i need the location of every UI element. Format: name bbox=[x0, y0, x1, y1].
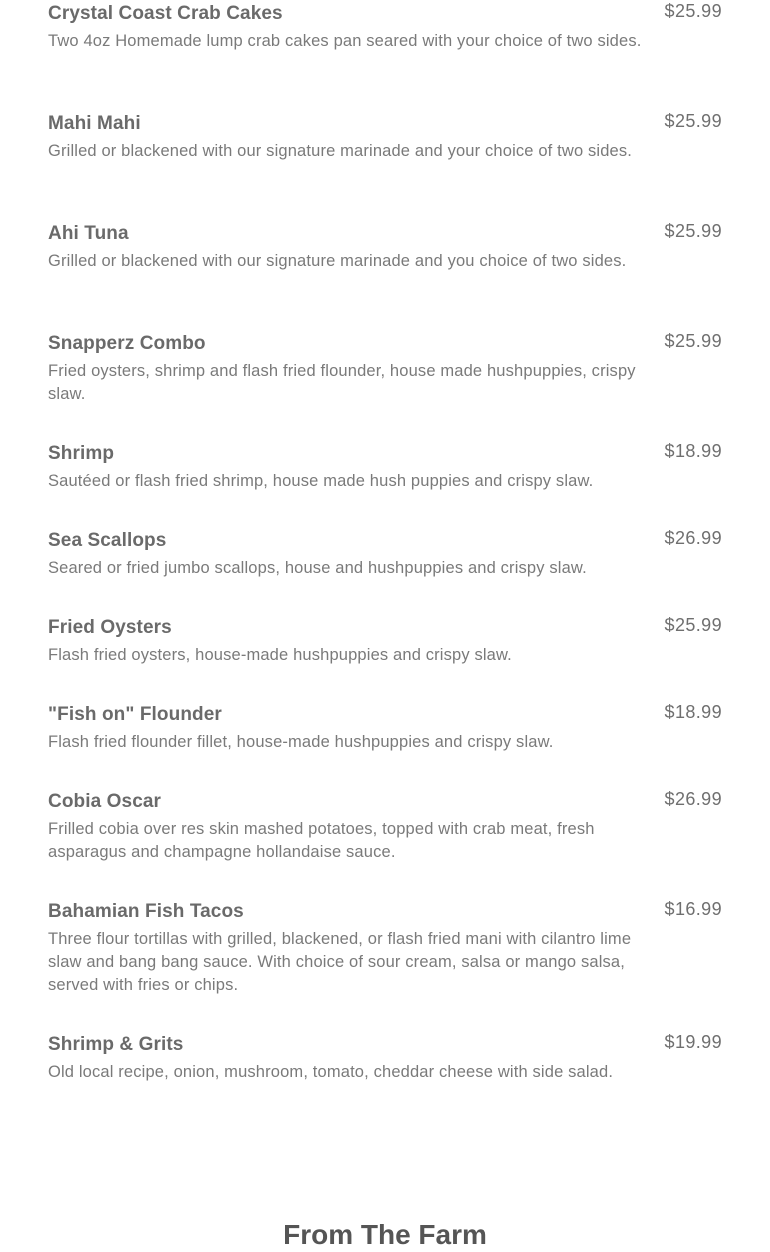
menu-item bbox=[48, 790, 722, 864]
menu-item-price: $26.99 bbox=[664, 528, 722, 548]
menu-item-name: Sea Scallops bbox=[48, 530, 167, 551]
menu-item-description: Grilled or blackened with our signature marinade and you choice of two sides. bbox=[48, 252, 627, 270]
menu-item-name: Bahamian Fish Tacos bbox=[48, 901, 244, 922]
menu-item-description: Three flour tortillas with grilled, blackened, or flash fried mani with cilantro lime slaw and bang bang sauce. With choice of sour cream, salsa or mango salsa, served with fries or chips. bbox=[48, 930, 632, 994]
menu-item-name: Mahi Mahi bbox=[48, 113, 141, 134]
section-heading: From The Farm bbox=[283, 1219, 487, 1250]
menu-item bbox=[48, 900, 722, 997]
menu-item-description: Seared or fried jumbo scallops, house and hushpuppies and crispy slaw. bbox=[48, 559, 587, 577]
menu-item-price: $25.99 bbox=[664, 331, 722, 351]
menu-item bbox=[48, 112, 722, 163]
menu-item bbox=[48, 332, 722, 406]
menu-item-price: $18.99 bbox=[664, 702, 722, 722]
menu-item-description: Sautéed or flash fried shrimp, house made hush puppies and crispy slaw. bbox=[48, 472, 594, 490]
menu-item bbox=[48, 703, 722, 754]
menu-item-description: Flash fried oysters, house-made hushpuppies and crispy slaw. bbox=[48, 646, 512, 664]
menu-item-name: Snapperz Combo bbox=[48, 333, 206, 354]
menu-item-name: Crystal Coast Crab Cakes bbox=[48, 3, 283, 24]
menu-item-price: $25.99 bbox=[664, 221, 722, 241]
menu-item-description: Two 4oz Homemade lump crab cakes pan seared with your choice of two sides. bbox=[48, 32, 642, 50]
menu-item-description: Fried oysters, shrimp and flash fried flounder, house made hushpuppies, crispy slaw. bbox=[48, 362, 636, 403]
menu-item-price: $18.99 bbox=[664, 441, 722, 461]
menu-item-price: $25.99 bbox=[664, 615, 722, 635]
menu-item-description: Old local recipe, onion, mushroom, tomato, cheddar cheese with side salad. bbox=[48, 1063, 614, 1081]
menu-item bbox=[48, 616, 722, 667]
menu-item-name: Cobia Oscar bbox=[48, 791, 162, 812]
menu-item-price: $19.99 bbox=[664, 1032, 722, 1052]
menu-item bbox=[48, 2, 722, 53]
menu-item-description: Grilled or blackened with our signature marinade and your choice of two sides. bbox=[48, 142, 633, 160]
menu-item-description: Flash fried flounder fillet, house-made hushpuppies and crispy slaw. bbox=[48, 733, 554, 751]
menu-item-name: Ahi Tuna bbox=[48, 223, 129, 244]
menu-item bbox=[48, 222, 722, 273]
menu-item-price: $16.99 bbox=[664, 899, 722, 919]
menu-item-price: $25.99 bbox=[664, 1, 722, 21]
menu-item-name: Shrimp bbox=[48, 443, 115, 464]
menu-item bbox=[48, 442, 722, 493]
menu-item-name: Shrimp & Grits bbox=[48, 1034, 184, 1055]
menu-item-price: $25.99 bbox=[664, 111, 722, 131]
menu-item bbox=[48, 529, 722, 580]
menu-item-price: $26.99 bbox=[664, 789, 722, 809]
menu-item-name: "Fish on" Flounder bbox=[48, 704, 222, 725]
menu-item bbox=[48, 1033, 722, 1084]
menu-item-name: Fried Oysters bbox=[48, 617, 172, 638]
menu-item-description: Frilled cobia over res skin mashed potatoes, topped with crab meat, fresh asparagus and champagne hollandaise sauce. bbox=[48, 820, 595, 861]
